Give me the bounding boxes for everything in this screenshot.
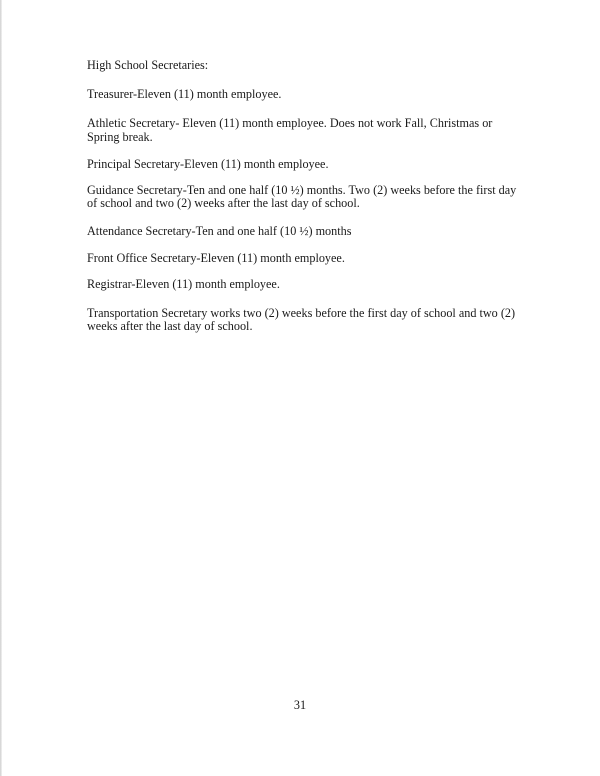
entry-registrar: Registrar-Eleven (11) month employee. — [87, 277, 280, 291]
entry-athletic-secretary-cont: Spring break. — [87, 130, 153, 144]
entry-transportation-secretary: Transportation Secretary works two (2) weeks before the first day of school and two (2) — [87, 306, 516, 320]
page-number: 31 — [293, 698, 307, 712]
entry-transportation-secretary-cont: weeks after the last day of school. — [87, 319, 253, 333]
scan-edge — [0, 0, 2, 776]
entry-athletic-secretary: Athletic Secretary- Eleven (11) month employee. Does not work Fall, Christmas or — [87, 116, 493, 130]
section-heading: High School Secretaries: — [87, 58, 209, 72]
entry-front-office-secretary: Front Office Secretary-Eleven (11) month employee. — [87, 251, 345, 265]
entry-treasurer: Treasurer-Eleven (11) month employee. — [87, 87, 282, 101]
entry-attendance-secretary: Attendance Secretary-Ten and one half (10 ½) months — [87, 224, 352, 238]
entry-guidance-secretary: Guidance Secretary-Ten and one half (10 ½) months. Two (2) weeks before the first day — [87, 183, 517, 197]
entry-principal-secretary: Principal Secretary-Eleven (11) month employee. — [87, 157, 329, 171]
entry-guidance-secretary-cont: of school and two (2) weeks after the last day of school. — [87, 196, 360, 210]
